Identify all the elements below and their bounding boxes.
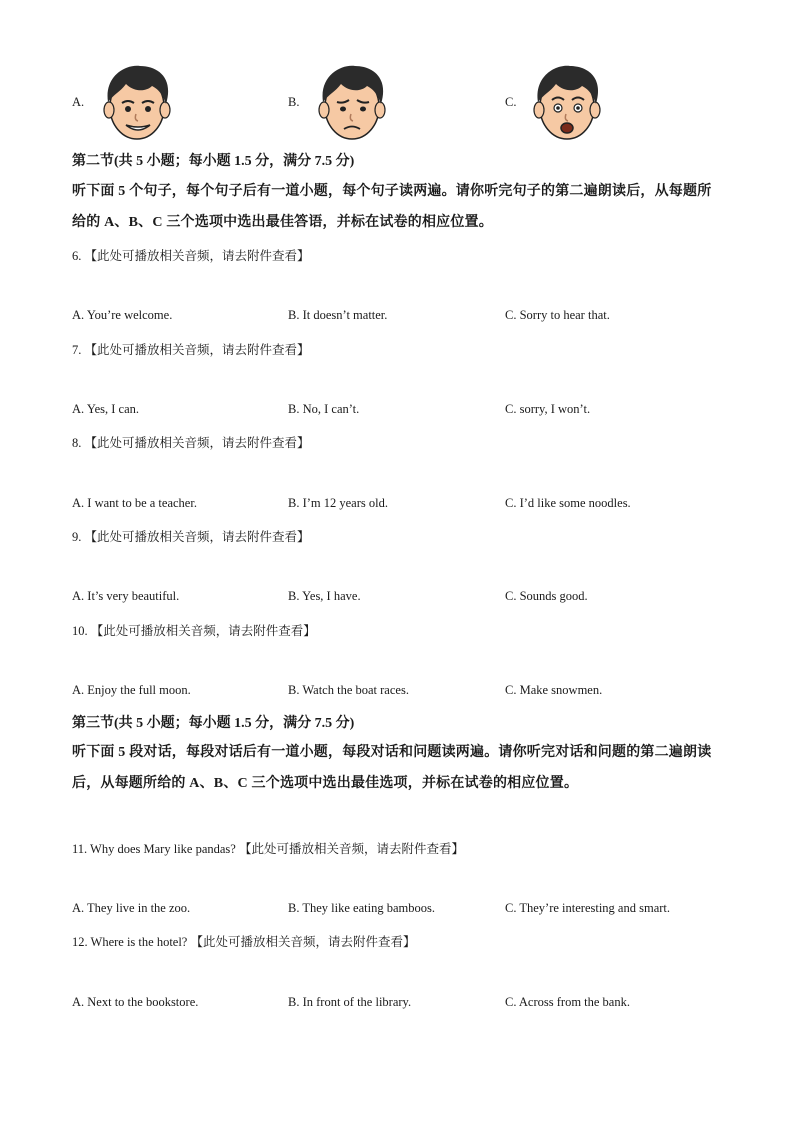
q8-option-c: C. I’d like some noodles. — [505, 496, 631, 510]
section2-instructions: 听下面 5 个句子，每个句子后有一道小题，每个句子读两遍。请你听完句子的第二遍朗读后，从每题所给的 A、B、C 三个选项中选出最佳答语，并标在试卷的相应位置。 — [72, 184, 712, 230]
q10-option-c: C. Make snowmen. — [505, 683, 603, 697]
q7-option-b: B. No, I can’t. — [288, 402, 360, 416]
q6-option-b: B. It doesn’t matter. — [288, 308, 388, 322]
question-7-prompt: 7. 【此处可播放相关音频，请去附件查看】 — [72, 343, 310, 357]
question-8-prompt: 8. 【此处可播放相关音频，请去附件查看】 — [72, 436, 310, 450]
q12-option-c: C. Across from the bank. — [505, 995, 630, 1009]
option-a-label: A. — [72, 95, 85, 109]
section3-title: 第三节(共 5 小题；每小题 1.5 分，满分 7.5 分) — [72, 716, 355, 731]
surprised-face-icon — [526, 62, 608, 144]
q6-option-c: C. Sorry to hear that. — [505, 308, 610, 322]
q11-option-a: A. They live in the zoo. — [72, 901, 191, 915]
option-c-label: C. — [505, 95, 517, 109]
q12-option-b: B. In front of the library. — [288, 995, 412, 1009]
q9-option-b: B. Yes, I have. — [288, 589, 361, 603]
question-10-prompt: 10. 【此处可播放相关音频，请去附件查看】 — [72, 624, 316, 638]
question-12-prompt: 12. Where is the hotel? 【此处可播放相关音频，请去附件查看】 — [72, 935, 416, 949]
section3-instructions: 听下面 5 段对话，每段对话后有一道小题，每段对话和问题读两遍。请你听完对话和问题的第二遍朗读后，从每题所给的 A、B、C 三个选项中选出最佳选项，并标在试卷的相应位置。 — [72, 745, 712, 791]
q8-option-b: B. I’m 12 years old. — [288, 496, 388, 510]
q6-option-a: A. You’re welcome. — [72, 308, 173, 322]
q11-option-b: B. They like eating bamboos. — [288, 901, 435, 915]
q10-option-a: A. Enjoy the full moon. — [72, 683, 191, 697]
section2-title: 第二节(共 5 小题；每小题 1.5 分，满分 7.5 分) — [72, 154, 355, 169]
question-6-prompt: 6. 【此处可播放相关音频，请去附件查看】 — [72, 249, 310, 263]
sad-face-icon — [311, 62, 393, 144]
option-b-label: B. — [288, 95, 300, 109]
question-9-prompt: 9. 【此处可播放相关音频，请去附件查看】 — [72, 530, 310, 544]
happy-face-icon — [96, 62, 178, 144]
q7-option-a: A. Yes, I can. — [72, 402, 140, 416]
q11-option-c: C. They’re interesting and smart. — [505, 901, 671, 915]
q8-option-a: A. I want to be a teacher. — [72, 496, 197, 510]
q12-option-a: A. Next to the bookstore. — [72, 995, 199, 1009]
q7-option-c: C. sorry, I won’t. — [505, 402, 591, 416]
q10-option-b: B. Watch the boat races. — [288, 683, 409, 697]
q9-option-c: C. Sounds good. — [505, 589, 588, 603]
q9-option-a: A. It’s very beautiful. — [72, 589, 180, 603]
question-11-prompt: 11. Why does Mary like pandas? 【此处可播放相关音频，请去附件查看】 — [72, 842, 464, 856]
